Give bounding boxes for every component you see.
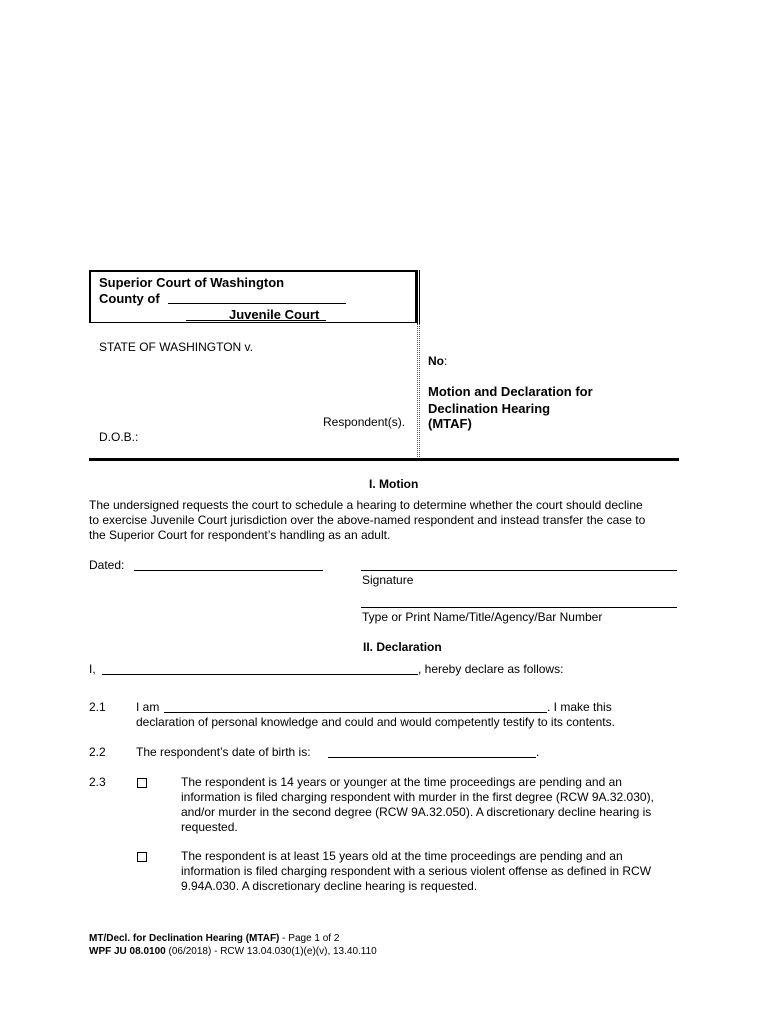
declarant-i-label: I,	[89, 662, 96, 676]
case-number-label: No:	[428, 354, 448, 368]
option-under-14-checkbox[interactable]	[137, 778, 147, 788]
court-division-underline	[186, 320, 326, 321]
option-under-14-line4: requested.	[181, 820, 238, 834]
document-title-line1: Motion and Declaration for	[428, 384, 593, 399]
item-2-2-tail: .	[536, 745, 540, 759]
option-under-14-line2: information is filed charging respondent with murder in the first degree (RCW 9A.32.030),	[181, 790, 654, 804]
item-number-2-3: 2.3	[89, 775, 106, 789]
respondents-label: Respondent(s).	[323, 415, 406, 429]
county-field[interactable]	[168, 303, 346, 304]
option-under-14-line3: and/or murder in the second degree (RCW 9A.32.050). A discretionary decline hearing is	[181, 805, 652, 819]
respondent-dob-field[interactable]	[328, 757, 536, 758]
document-title-line2: Declination Hearing	[428, 401, 551, 416]
caption-bottom-rule	[89, 458, 679, 461]
footer-form-title: MT/Decl. for Declination Hearing (MTAF) - Page 1 of 2	[89, 933, 340, 944]
declare-suffix: , hereby declare as follows:	[418, 662, 564, 676]
print-name-line[interactable]	[361, 607, 677, 608]
motion-heading: I. Motion	[369, 477, 419, 491]
option-15-plus-line2: information is filed charging respondent with a serious violent offense as defined in RCW	[181, 864, 652, 878]
signature-line[interactable]	[361, 570, 677, 571]
item-2-2-lead: The respondent’s date of birth is:	[136, 745, 311, 759]
item-2-1-lead: I am	[136, 700, 160, 714]
state-v-label: STATE OF WASHINGTON v.	[99, 340, 254, 354]
item-2-1-tail: . I make this	[547, 700, 612, 714]
dated-field[interactable]	[134, 570, 323, 571]
court-division: Juvenile Court	[229, 307, 320, 322]
item-2-1-line2: declaration of personal knowledge and could and would competently testify to its contents.	[136, 715, 615, 729]
print-name-label: Type or Print Name/Title/Agency/Bar Number	[362, 610, 603, 624]
motion-text-line1: The undersigned requests the court to schedule a hearing to determine whether the court should decline	[89, 498, 643, 512]
declarant-role-field[interactable]	[164, 712, 547, 713]
motion-text-line2: to exercise Juvenile Court jurisdiction over the above-named respondent and instead transfer the case to	[89, 513, 646, 527]
declarant-name-field[interactable]	[102, 674, 418, 675]
court-name: Superior Court of Washington	[99, 275, 285, 290]
option-15-plus-line3: 9.94A.030. A discretionary decline hearing is requested.	[181, 879, 478, 893]
option-under-14-line1: The respondent is 14 years or younger at the time proceedings are pending and an	[181, 775, 622, 789]
caption-box-edge	[417, 270, 420, 324]
declaration-heading: II. Declaration	[363, 640, 442, 654]
dated-label: Dated:	[89, 558, 125, 572]
option-15-plus-line1: The respondent is at least 15 years old at the time proceedings are pending and an	[181, 849, 623, 863]
county-label: County of	[99, 291, 160, 306]
caption-divider	[417, 324, 420, 459]
option-15-plus-checkbox[interactable]	[137, 852, 147, 862]
motion-text-line3: the Superior Court for respondent’s handling as an adult.	[89, 528, 391, 542]
footer-form-code: WPF JU 08.0100 (06/2018) - RCW 13.04.030(1)(e)(v), 13.40.110	[89, 946, 377, 957]
item-number-2-1: 2.1	[89, 700, 106, 714]
dob-label: D.O.B.:	[99, 430, 139, 444]
item-number-2-2: 2.2	[89, 745, 106, 759]
document-code: (MTAF)	[428, 416, 472, 431]
signature-label: Signature	[362, 573, 414, 587]
